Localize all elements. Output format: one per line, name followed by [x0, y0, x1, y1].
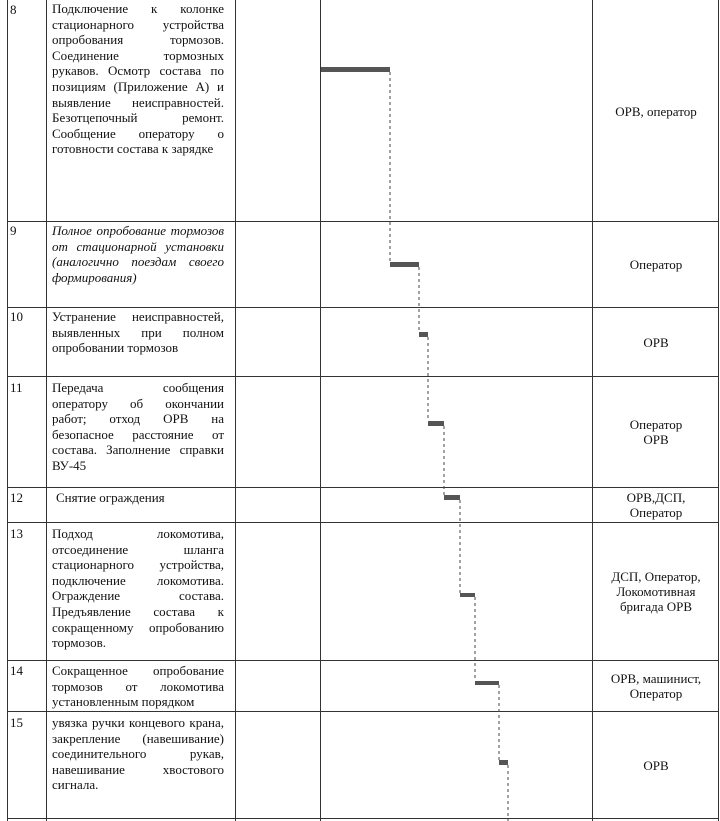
row-number: 14 [10, 663, 23, 678]
executor-text: ОРВ [643, 757, 669, 773]
row-number: 13 [10, 526, 23, 541]
row-number: 10 [10, 309, 23, 324]
gantt-bar-row-12 [444, 495, 460, 500]
gantt-bar-row-8 [321, 67, 390, 72]
operation-text: увязка ручки концевого крана, закрепление (навешивание) соединительного рукав, навешивание хвостового сигнала. [52, 715, 224, 793]
operation-text: Снятие ограждения [56, 490, 165, 505]
operation-text: Устранение неисправностей, выявленных при полном опробовании тормозов [52, 309, 224, 356]
gantt-bar-row-11 [428, 421, 444, 426]
row-number: 9 [10, 223, 17, 238]
operation-text: Подход локомотива, отсоединение шланга стационарного устройства, подключение локомотива. Ограждение состава. Предъявление состава к сокращенному опробованию тормозов. [52, 526, 224, 651]
operation-text: Передача сообщения оператору об окончании работ; отход ОРВ на безопасное расстояние от состава. Заполнение справки ВУ-45 [52, 380, 224, 473]
executor-text: ОРВ,ДСП, Оператор [626, 490, 686, 520]
executor-text: Оператор [629, 257, 683, 272]
row-number: 12 [10, 490, 23, 505]
gantt-bar-row-10 [419, 332, 428, 337]
executor-text: ОРВ, машинист, Оператор [610, 671, 702, 701]
gantt-bar-row-9 [390, 262, 419, 267]
row-number: 11 [10, 380, 23, 395]
executor-text: ДСП, Оператор, Локомотивная бригада ОРВ [611, 569, 701, 614]
executor-text: ОРВ, оператор [615, 103, 697, 119]
operation-text: Подключение к колонке стационарного устройства опробования тормозов. Соединение тормозных рукавов. Осмотр состава по позициям (Приложение А) и выявление неисправностей. Безотцепочный ремонт. Сообщение оператору о готовности состава к зарядке [52, 1, 224, 157]
row-number: 8 [10, 2, 17, 17]
operation-text: Сокращенное опробование тормозов от локомотива установленным порядком [52, 663, 224, 710]
operation-text: Полное опробование тормозов от стационарной установки (аналогично поездам своего формирования) [52, 223, 224, 285]
gantt-bar-row-13 [460, 593, 475, 597]
executor-text: ОРВ [643, 334, 669, 350]
row-number: 15 [10, 715, 23, 730]
executor-text: Оператор ОРВ [629, 417, 683, 447]
gantt-bar-row-15 [499, 760, 508, 765]
gantt-bar-row-14 [475, 681, 499, 685]
